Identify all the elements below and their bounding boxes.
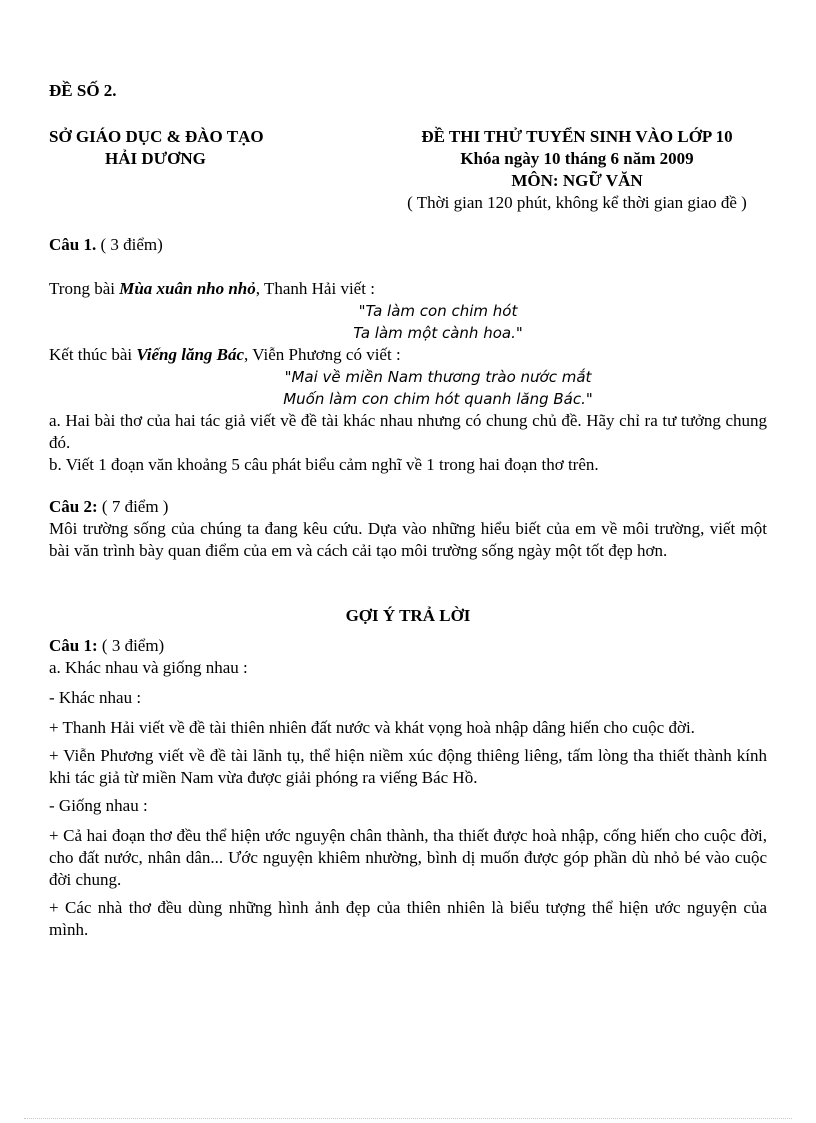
question-1-points: ( 3 điểm) xyxy=(96,235,163,254)
question-2-body: Môi trường sống của chúng ta đang kêu cứu. Dựa vào những hiểu biết của em về môi trường, viết một bài văn trình bày quan điểm của em và cách cải tạo môi trường sống ngày một tốt đẹp hơn. xyxy=(49,519,767,560)
page-bottom-rule xyxy=(24,1118,792,1119)
answer-1a: a. Khác nhau và giống nhau : xyxy=(49,658,248,677)
poem-2-intro xyxy=(49,344,767,366)
answer-1-heading xyxy=(49,635,767,657)
poem-2-title: Viếng lăng Bác xyxy=(136,345,245,364)
poem-2-intro-pre: Kết thúc bài xyxy=(49,345,137,364)
question-2-points: ( 7 điểm ) xyxy=(97,497,169,516)
department-name: SỞ GIÁO DỤC & ĐÀO TẠO xyxy=(49,127,264,146)
poem-1-line-2: Ta làm một cành hoa." xyxy=(353,324,523,342)
difference-2: + Viễn Phương viết về đề tài lãnh tụ, thể hiện niềm xúc động thiêng liêng, tấm lòng tha thiết thành kính khi tác giả từ miền Nam vừa được giải phóng ra viếng Bác Hồ. xyxy=(49,746,767,787)
exam-number: ĐỀ SỐ 2. xyxy=(49,81,117,100)
exam-info xyxy=(387,126,767,214)
answer-heading: GỢI Ý TRẢ LỜI xyxy=(345,606,471,625)
document-page xyxy=(49,80,767,941)
poem-1-intro xyxy=(49,278,767,300)
exam-date: Khóa ngày 10 tháng 6 năm 2009 xyxy=(460,149,694,168)
poem-2-line-1: "Mai về miền Nam thương trào nước mắt xyxy=(284,368,592,386)
poem-2-intro-post: , Viễn Phương có viết : xyxy=(244,345,401,364)
question-2-label: Câu 2: xyxy=(49,497,98,516)
similarities-heading: - Giống nhau : xyxy=(49,796,148,815)
poem-1-excerpt xyxy=(49,300,767,344)
similarity-1: + Cả hai đoạn thơ đều thể hiện ước nguyện chân thành, tha thiết được hoà nhập, cống hiến cho cuộc đời, cho đất nước, nhân dân... Ước nguyện khiêm nhường, bình dị muốn được góp phần dù nhỏ bé vào cuộc đời chung. xyxy=(49,826,767,889)
question-1-heading xyxy=(49,234,767,256)
similarity-2: + Các nhà thơ đều dùng những hình ảnh đẹp của thiên nhiên là biểu tượng thể hiện ước nguyện của mình. xyxy=(49,898,767,939)
exam-header xyxy=(49,126,767,214)
poem-1-line-1: "Ta làm con chim hót xyxy=(358,302,518,320)
province-name: HẢI DƯƠNG xyxy=(105,149,206,168)
difference-1: + Thanh Hải viết về đề tài thiên nhiên đất nước và khát vọng hoà nhập dâng hiến cho cuộc đời. xyxy=(49,718,695,737)
answer-1-label: Câu 1: xyxy=(49,636,98,655)
answer-1-points: ( 3 điểm) xyxy=(97,636,165,655)
question-1-label: Câu 1. xyxy=(49,235,97,254)
question-1a: a. Hai bài thơ của hai tác giả viết về đề tài khác nhau nhưng có chung chủ đề. Hãy chỉ ra tư tưởng chung đó. xyxy=(49,411,767,452)
poem-2-excerpt xyxy=(49,366,767,410)
question-2-heading xyxy=(49,496,767,518)
poem-1-intro-pre: Trong bài xyxy=(49,279,120,298)
poem-1-intro-post: , Thanh Hải viết : xyxy=(255,279,375,298)
poem-2-line-2: Muốn làm con chim hót quanh lăng Bác." xyxy=(283,390,593,408)
differences-heading: - Khác nhau : xyxy=(49,688,142,707)
exam-title: ĐỀ THI THỬ TUYỂN SINH VÀO LỚP 10 xyxy=(421,127,733,146)
exam-subject: MÔN: NGỮ VĂN xyxy=(511,171,643,190)
poem-1-title: Mùa xuân nho nhỏ xyxy=(119,279,256,298)
exam-duration: ( Thời gian 120 phút, không kể thời gian giao đề ) xyxy=(407,193,747,212)
question-1b: b. Viết 1 đoạn văn khoảng 5 câu phát biểu cảm nghĩ về 1 trong hai đoạn thơ trên. xyxy=(49,455,599,474)
issuing-authority xyxy=(49,126,349,214)
